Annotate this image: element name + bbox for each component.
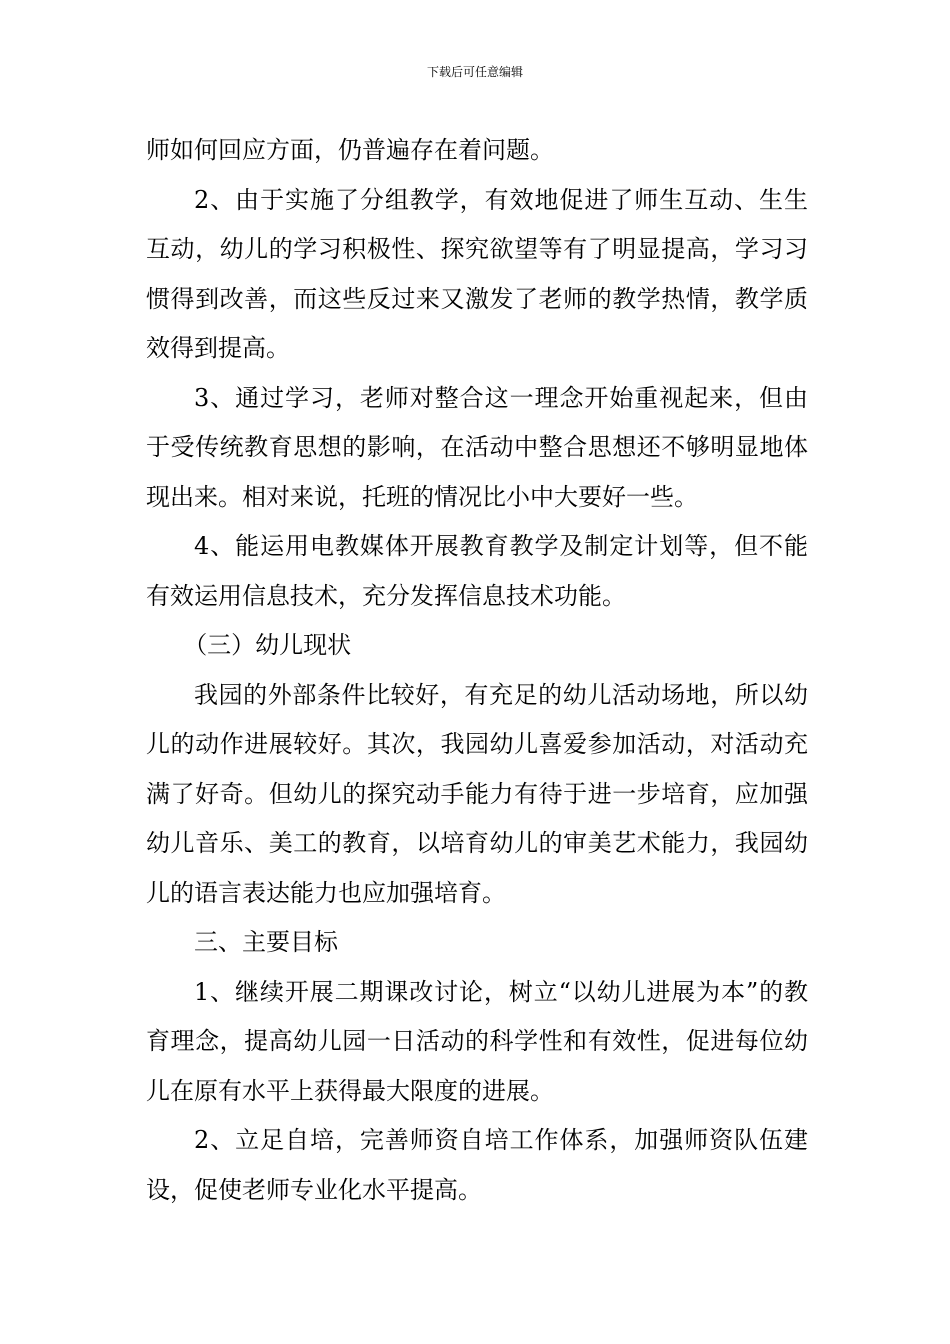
section-heading-main-goals: 三、主要目标 [194,928,338,956]
paragraph-goal-2: 2、立足自培，完善师资自培工作体系，加强师资队伍建设，促使老师专业化水平提高。 [146,1126,808,1204]
paragraph-item-4: 4、能运用电教媒体开展教育教学及制定计划等，但不能有效运用信息技术，充分发挥信息技术功能。 [146,532,808,610]
paragraph-goal-1: 1、继续开展二期课改讨论，树立“以幼儿进展为本”的教育理念，提高幼儿园一日活动的科学性和有效性，促进每位幼儿在原有水平上获得最大限度的进展。 [146,977,808,1105]
paragraph-continuation: 师如何回应方面，仍普遍存在着问题。 [146,136,554,164]
document-body [146,126,808,1215]
page-header: 下载后可任意编辑 [426,65,523,79]
paragraph-item-2: 2、由于实施了分组教学，有效地促进了师生互动、生生互动，幼儿的学习积极性、探究欲望等有了明显提高，学习习惯得到改善，而这些反过来又激发了老师的教学热情，教学质效得到提高。 [146,185,808,362]
section-heading-children-status: （三）幼儿现状 [183,631,352,659]
paragraph-item-3: 3、通过学习，老师对整合这一理念开始重视起来，但由于受传统教育思想的影响，在活动中整合思想还不够明显地体现出来。相对来说，托班的情况比小中大要好一些。 [146,383,808,511]
paragraph-children-status: 我园的外部条件比较好，有充足的幼儿活动场地，所以幼儿的动作进展较好。其次，我园幼儿喜爱参加活动，对活动充满了好奇。但幼儿的探究动手能力有待于进一步培育，应加强幼儿音乐、美工的教育，以培育幼儿的审美艺术能力，我园幼儿的语言表达能力也应加强培育。 [146,680,808,907]
